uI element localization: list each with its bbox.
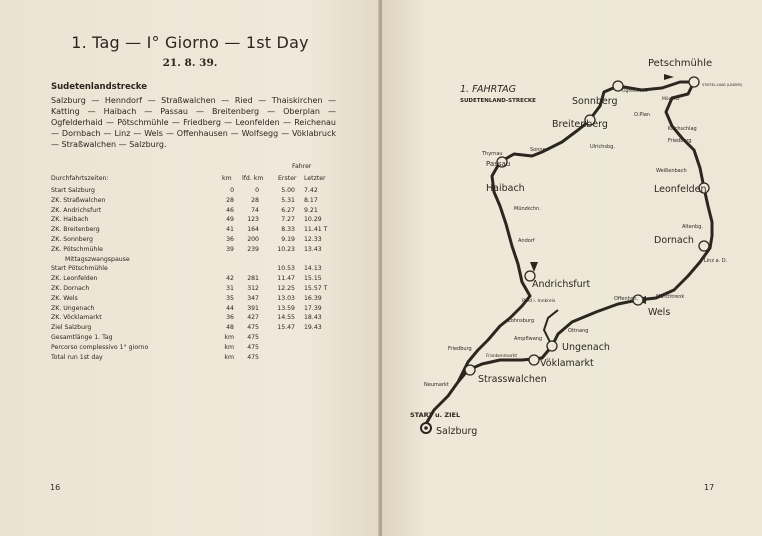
row-km: 31 [226, 285, 234, 292]
row-erster: 6.27 [281, 206, 295, 214]
label-ulrichsberg: Ulrichsbg. [590, 144, 615, 150]
label-marchtrenk: Marchtrenk [656, 294, 685, 300]
row-km: 36 [226, 314, 234, 322]
label-passau: Passau [486, 160, 511, 168]
row-label: ZK. Wels [51, 294, 78, 302]
label-salzburg: Salzburg [436, 426, 478, 437]
row-label: ZK. Straßwalchen [51, 196, 106, 204]
page-number-right: 17 [704, 483, 715, 492]
label-altenbg: Altenbg. [682, 224, 703, 230]
route-description: Salzburg — Henndorf — Straßwalchen — Ried — Thaiskirchen — Katting — Haibach — Passau — Breitenberg — Oberplan — Ogfelderhaid — Pötschmühle — Friedberg — Leonfelden — Reichenau — Dornbach — Linz — Wels — Offenhausen — Wolfsegg — Vöklabruck — Straßwalchen — Salzburg. [51, 96, 336, 149]
row-label: ZK. Pötschmühle [51, 245, 103, 253]
row-label: ZK. Dornach [51, 285, 90, 292]
lfd-km-header: lfd. km [242, 175, 264, 182]
table-row [51, 226, 341, 236]
label-friedberg: Friedberg [668, 138, 692, 144]
label-wels: Wels [648, 307, 671, 318]
label-ried: Ried i. Innkreis [522, 299, 556, 304]
label-sonnberg: Sonnberg [572, 96, 618, 107]
row-lfd-km: 347 [247, 294, 259, 302]
date: 21. 8. 39. [162, 57, 218, 69]
row-label: Gesamtlänge 1. Tag [51, 334, 113, 341]
label-voecklamarkt: Vöklamarkt [540, 358, 594, 369]
row-lfd-km: 239 [247, 245, 259, 253]
row-erster: 14.55 [277, 314, 295, 322]
row-letzter: 15.57 T [304, 285, 328, 292]
label-kirchschlag: Kirchschlag [668, 126, 697, 132]
row-lfd-km: 164 [247, 226, 259, 234]
row-erster: 5.00 [281, 187, 295, 194]
row-lfd-km: 475 [247, 334, 259, 341]
label-andorf: Andorf [518, 238, 535, 244]
table-row [51, 187, 341, 197]
row-km: 42 [226, 275, 234, 283]
label-start-ziel: START u. ZIEL [410, 411, 461, 419]
table-row [51, 256, 341, 266]
row-letzter: 13.43 [304, 245, 322, 253]
row-erster: 12.25 [277, 285, 295, 292]
row-lfd-km: 427 [247, 314, 259, 322]
label-petschmuehle: Petschmühle [648, 58, 713, 69]
row-label: ZK. Vöcklamarkt [51, 314, 102, 322]
row-erster: 10.23 [277, 245, 295, 253]
row-erster: 13.59 [277, 304, 295, 312]
label-breitenberg: Breitenberg [552, 119, 608, 130]
row-km: 28 [226, 196, 234, 204]
table-row [51, 265, 341, 275]
table-row [51, 305, 341, 315]
row-letzter: 7.42 [304, 187, 318, 194]
row-lfd-km: 391 [247, 304, 259, 312]
table-row [51, 295, 341, 305]
label-weissenbach: Weißenbach [656, 168, 687, 174]
label-frankenmarkt: Frankenmarkt [486, 354, 518, 359]
row-erster: 8.33 [281, 226, 295, 234]
row-km: 48 [226, 324, 234, 332]
page-title: 1. Tag — I° Giorno — 1st Day [71, 33, 309, 52]
label-moerwitz: Mörwitz [662, 97, 680, 102]
row-letzter: 14.13 [304, 265, 322, 273]
row-erster: 13.03 [277, 294, 295, 302]
label-dornach: Dornach [654, 235, 694, 246]
row-label: Ziel Salzburg [51, 324, 92, 332]
row-erster: 11.47 [277, 275, 295, 283]
table-row [51, 324, 341, 334]
row-label: ZK. Haibach [51, 216, 89, 224]
table-row [51, 285, 341, 295]
route-map [382, 0, 762, 536]
row-letzter: 12.33 [304, 236, 322, 243]
table-row [51, 334, 341, 344]
row-lfd-km: 475 [247, 324, 259, 332]
row-label: Percorso complessivo 1° giorno [51, 343, 149, 351]
label-muenzkirchen: Münzkchn. [514, 206, 541, 212]
row-km: km [224, 353, 234, 361]
label-haibach: Haibach [486, 183, 525, 194]
row-km: km [224, 334, 234, 341]
table-row [51, 354, 341, 364]
table-row [51, 275, 341, 285]
row-erster: 7.27 [281, 216, 295, 224]
row-label: Start Salzburg [51, 187, 95, 194]
row-letzter: 17.39 [304, 304, 322, 312]
label-offenhsn: Offenhsn. [614, 296, 639, 302]
label-sonnen: Sonnen [530, 147, 549, 153]
label-ottnang: Ottnang [568, 328, 589, 334]
row-letzter: 18.43 [304, 314, 322, 322]
table-row [51, 236, 341, 246]
table-row [51, 216, 341, 226]
row-lfd-km: 281 [247, 275, 259, 283]
fahrer-header: Fahrer [292, 163, 312, 170]
row-label: ZK. Leonfelden [51, 275, 98, 283]
row-letzter: 16.39 [304, 294, 322, 302]
row-km: 0 [230, 187, 234, 194]
label-ogfelderhaid: Ogfelderhd. [622, 89, 649, 94]
row-km: 36 [226, 236, 234, 243]
row-letzter: 11.41 T [304, 226, 328, 234]
row-km: 46 [226, 206, 234, 214]
row-letzter: 15.15 [304, 275, 322, 283]
table-row [51, 246, 341, 256]
map-title: 1. FAHRTAG [460, 84, 517, 95]
right-page [382, 0, 762, 536]
table-row [51, 314, 341, 324]
row-km: 39 [226, 245, 234, 253]
direction-arrow [664, 74, 674, 80]
label-andrichsfurt: Andrichsfurt [532, 279, 591, 290]
table-row [51, 197, 341, 207]
km-header: km [222, 175, 232, 182]
row-erster: 5.31 [281, 196, 295, 204]
left-page [0, 0, 380, 536]
label-stiefel: STIEFEL-HAID (LINZER) [702, 83, 743, 87]
label-ungenach: Ungenach [562, 342, 610, 353]
row-lfd-km: 200 [247, 236, 259, 243]
page-number-left: 16 [50, 483, 61, 492]
row-label: ZK. Sonnberg [51, 236, 93, 243]
row-erster: 15.47 [277, 324, 295, 332]
row-label: ZK. Andrichsfurt [51, 206, 102, 214]
label-leonfelden: Leonfelden [654, 184, 707, 195]
row-lfd-km: 28 [251, 196, 259, 204]
erster-header: Erster [278, 175, 297, 182]
row-km: 35 [226, 294, 234, 302]
label-oplan: O.Plan [634, 112, 650, 118]
row-lfd-km: 475 [247, 343, 259, 351]
label-lohnsburg: Lohnsburg [508, 318, 535, 324]
row-km: 49 [226, 216, 234, 224]
row-km: km [224, 343, 234, 351]
row-erster: 10.53 [277, 265, 295, 273]
label-linz: Linz a. D. [704, 258, 728, 264]
row-label: Total run 1st day [51, 353, 103, 361]
row-label: ZK. Ungenach [51, 304, 95, 312]
row-lfd-km: 312 [247, 285, 259, 292]
column-label: Durchfahrtszeiten: [51, 175, 109, 182]
row-km: 44 [226, 304, 234, 312]
row-letzter: 9.21 [304, 206, 318, 214]
row-lfd-km: 475 [247, 353, 259, 361]
row-letzter: 8.17 [304, 196, 318, 204]
row-letzter: 19.43 [304, 324, 322, 332]
label-thyrnau: Thyrnau [482, 151, 503, 157]
row-label: Mittagszwangspause [65, 255, 130, 263]
letzter-header: Letzter [304, 175, 326, 182]
map-subtitle: SUDETENLAND-STRECKE [460, 98, 536, 104]
table-row [51, 344, 341, 354]
label-strasswalchen: Strasswalchen [478, 374, 547, 385]
start-finish-dot [424, 426, 428, 430]
row-label: ZK. Breitenberg [51, 226, 100, 234]
label-neumarkt: Neumarkt [424, 382, 449, 388]
row-label: Start Pötschmühle [51, 265, 108, 273]
row-letzter: 10.29 [304, 216, 322, 224]
row-km: 41 [226, 226, 234, 234]
label-ampflwang: Ampflwang [514, 336, 543, 342]
section-heading: Sudetenlandstrecke [51, 82, 147, 92]
table-row [51, 207, 341, 217]
label-friedburg: Friedburg [448, 346, 472, 352]
row-lfd-km: 123 [247, 216, 259, 224]
row-erster: 9.19 [281, 236, 295, 243]
row-lfd-km: 0 [255, 187, 259, 194]
row-lfd-km: 74 [251, 206, 259, 214]
